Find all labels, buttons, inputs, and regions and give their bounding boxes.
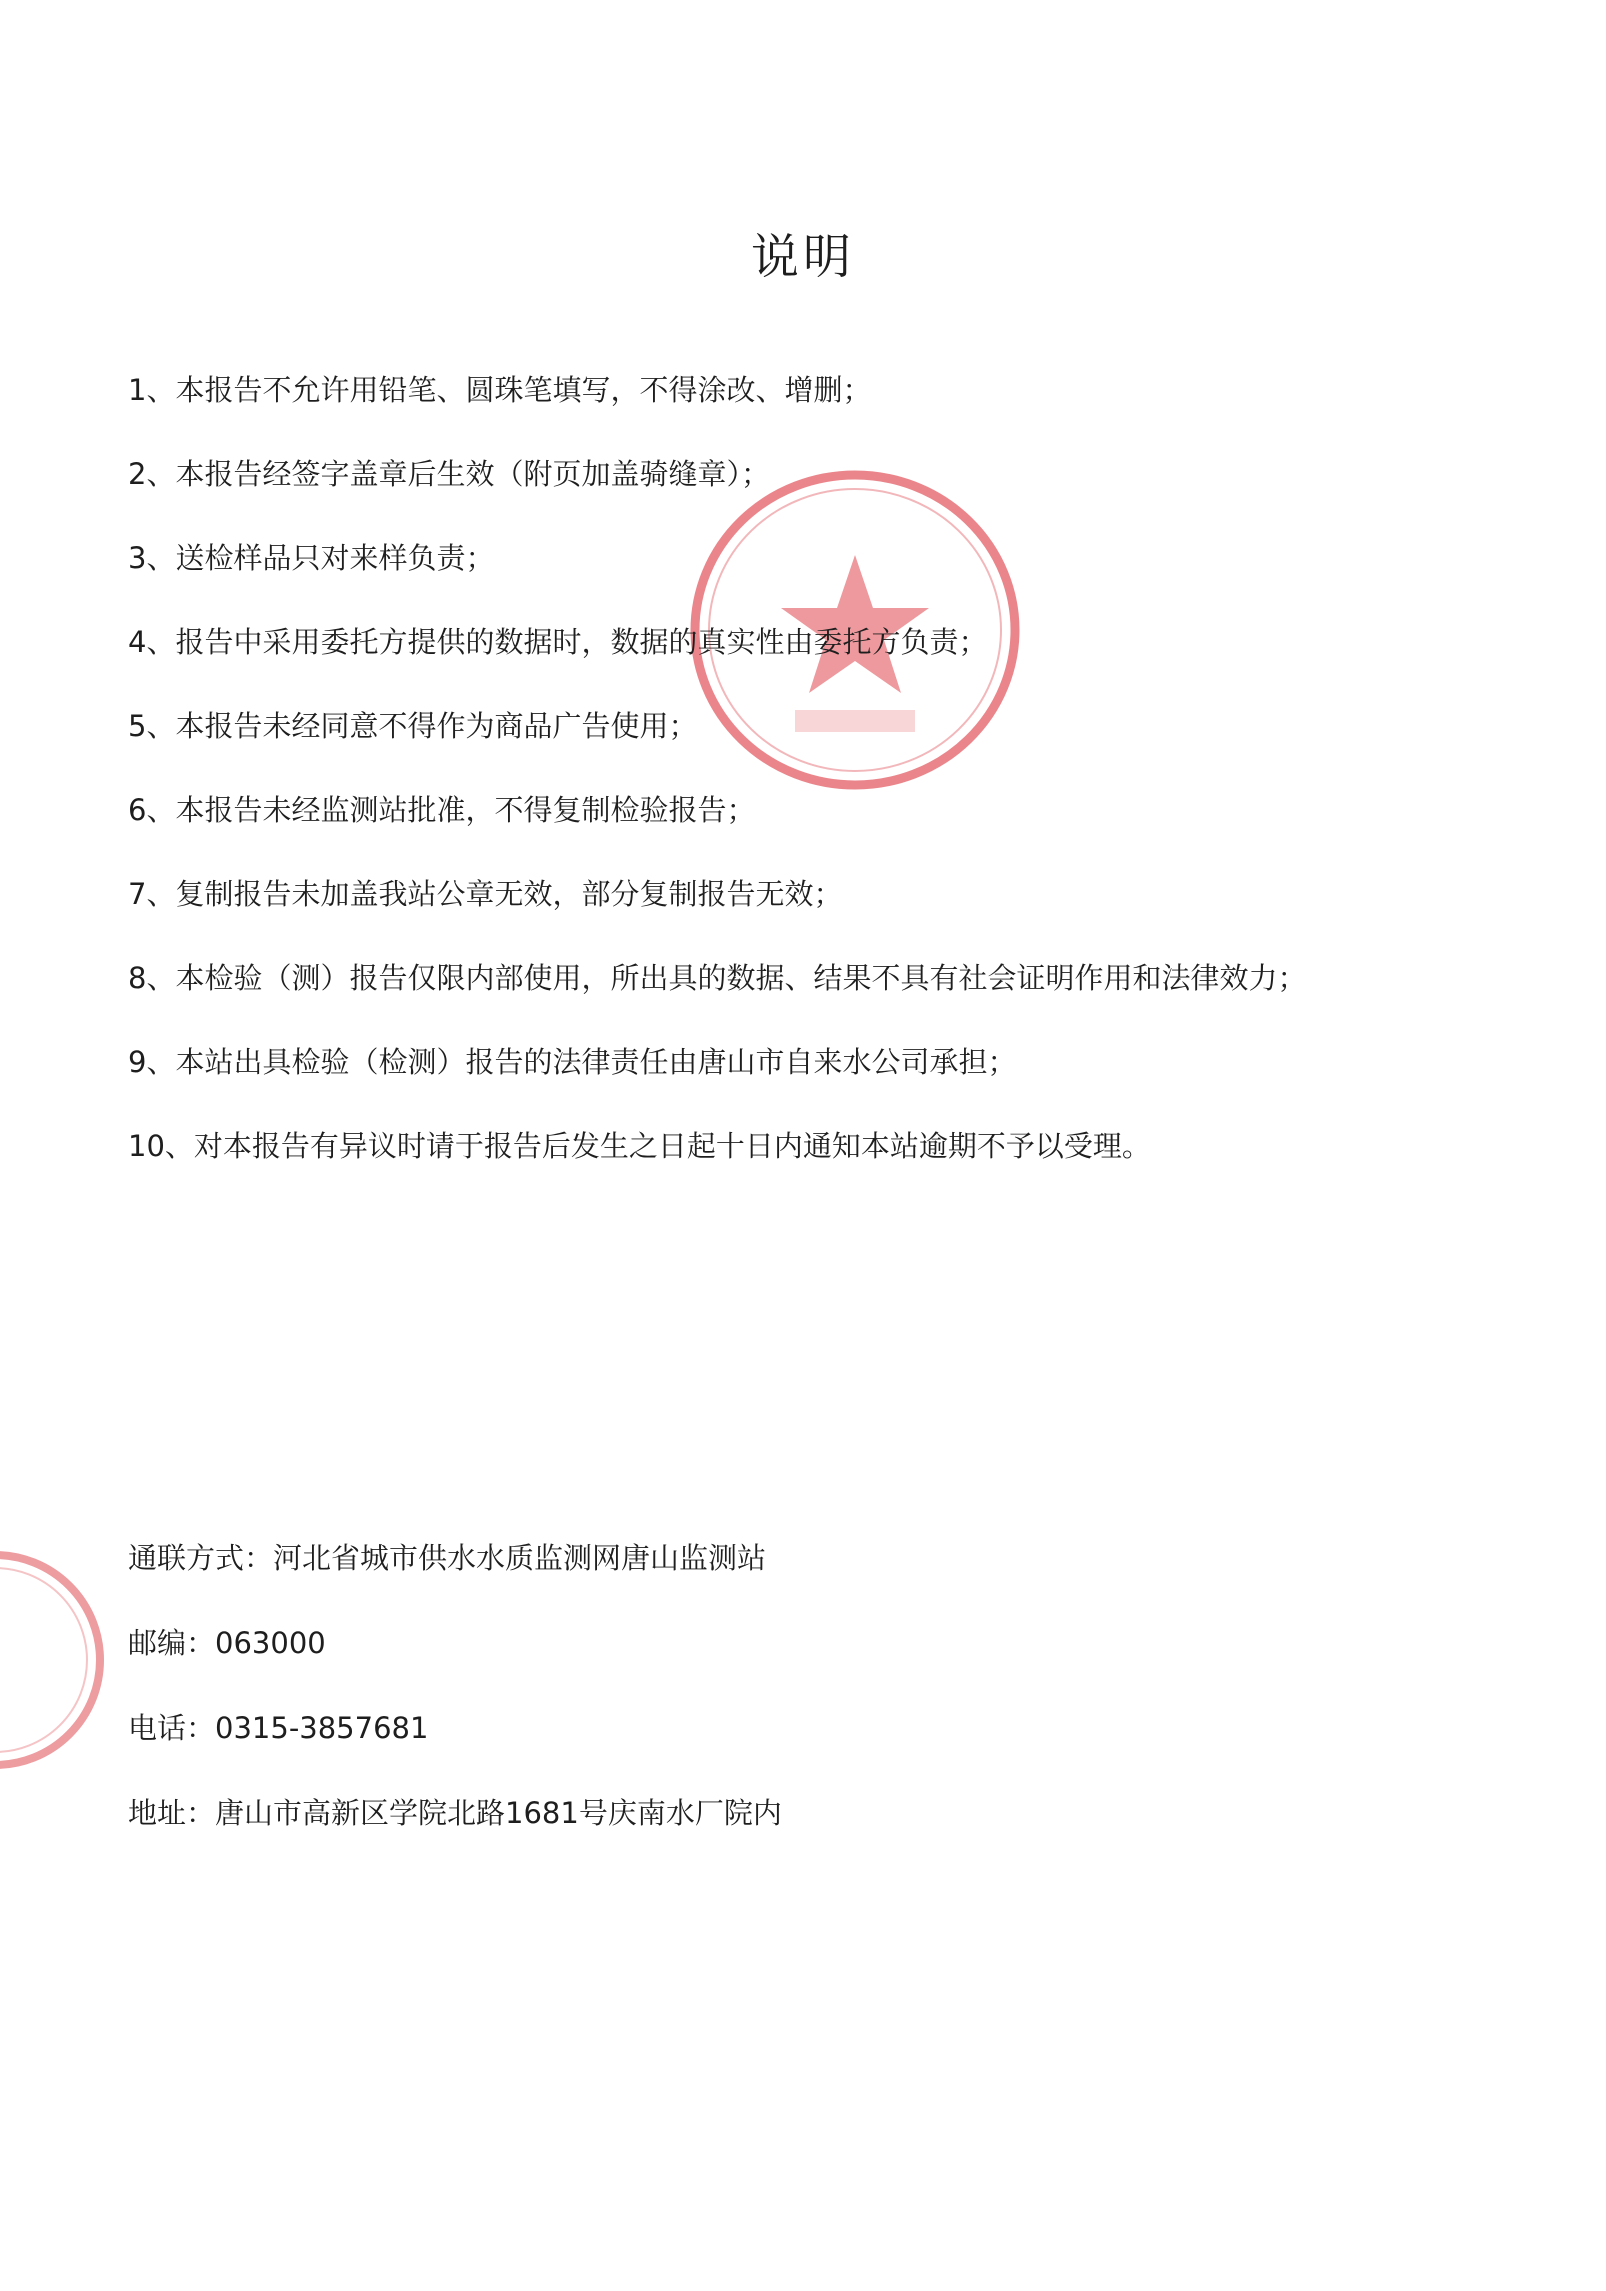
note-item: 5、本报告未经同意不得作为商品广告使用； (128, 709, 698, 743)
note-item: 9、本站出具检验（检测）报告的法律责任由唐山市自来水公司承担； (128, 1045, 1017, 1079)
note-item: 10、对本报告有异议时请于报告后发生之日起十日内通知本站逾期不予以受理。 (128, 1129, 1151, 1163)
contact-phone (128, 1698, 1328, 1783)
note-item: 8、本检验（测）报告仅限内部使用，所出具的数据、结果不具有社会证明作用和法律效力； (128, 961, 1307, 995)
contact-organization (128, 1528, 1328, 1613)
note-item: 4、报告中采用委托方提供的数据时，数据的真实性由委托方负责； (128, 625, 988, 659)
contact-address (128, 1783, 1328, 1868)
contact-phone-value: 0315-3857681 (215, 1711, 429, 1745)
contact-zip (128, 1613, 1328, 1698)
note-item: 6、本报告未经监测站批准，不得复制检验报告； (128, 793, 756, 827)
contact-zip-label: 邮编： (128, 1626, 216, 1660)
contact-organization-value: 河北省城市供水水质监测网唐山监测站 (273, 1541, 767, 1575)
contact-address-label: 地址： (128, 1796, 216, 1830)
note-item: 1、本报告不允许用铅笔、圆珠笔填写，不得涂改、增删； (128, 373, 872, 407)
note-item: 2、本报告经签字盖章后生效（附页加盖骑缝章）； (128, 457, 770, 491)
contact-address-value: 唐山市高新区学院北路1681号庆南水厂院内 (215, 1796, 782, 1830)
notes-list (128, 360, 1568, 1200)
contact-block (128, 1528, 1328, 1868)
partial-seal-icon (0, 1545, 110, 1775)
contact-phone-label: 电话： (128, 1711, 216, 1745)
contact-organization-label: 通联方式： (128, 1541, 274, 1575)
document-title: 说明 (750, 229, 855, 285)
contact-zip-value: 063000 (215, 1626, 326, 1660)
note-item: 7、复制报告未加盖我站公章无效，部分复制报告无效； (128, 877, 843, 911)
note-item: 3、送检样品只对来样负责； (128, 541, 495, 575)
